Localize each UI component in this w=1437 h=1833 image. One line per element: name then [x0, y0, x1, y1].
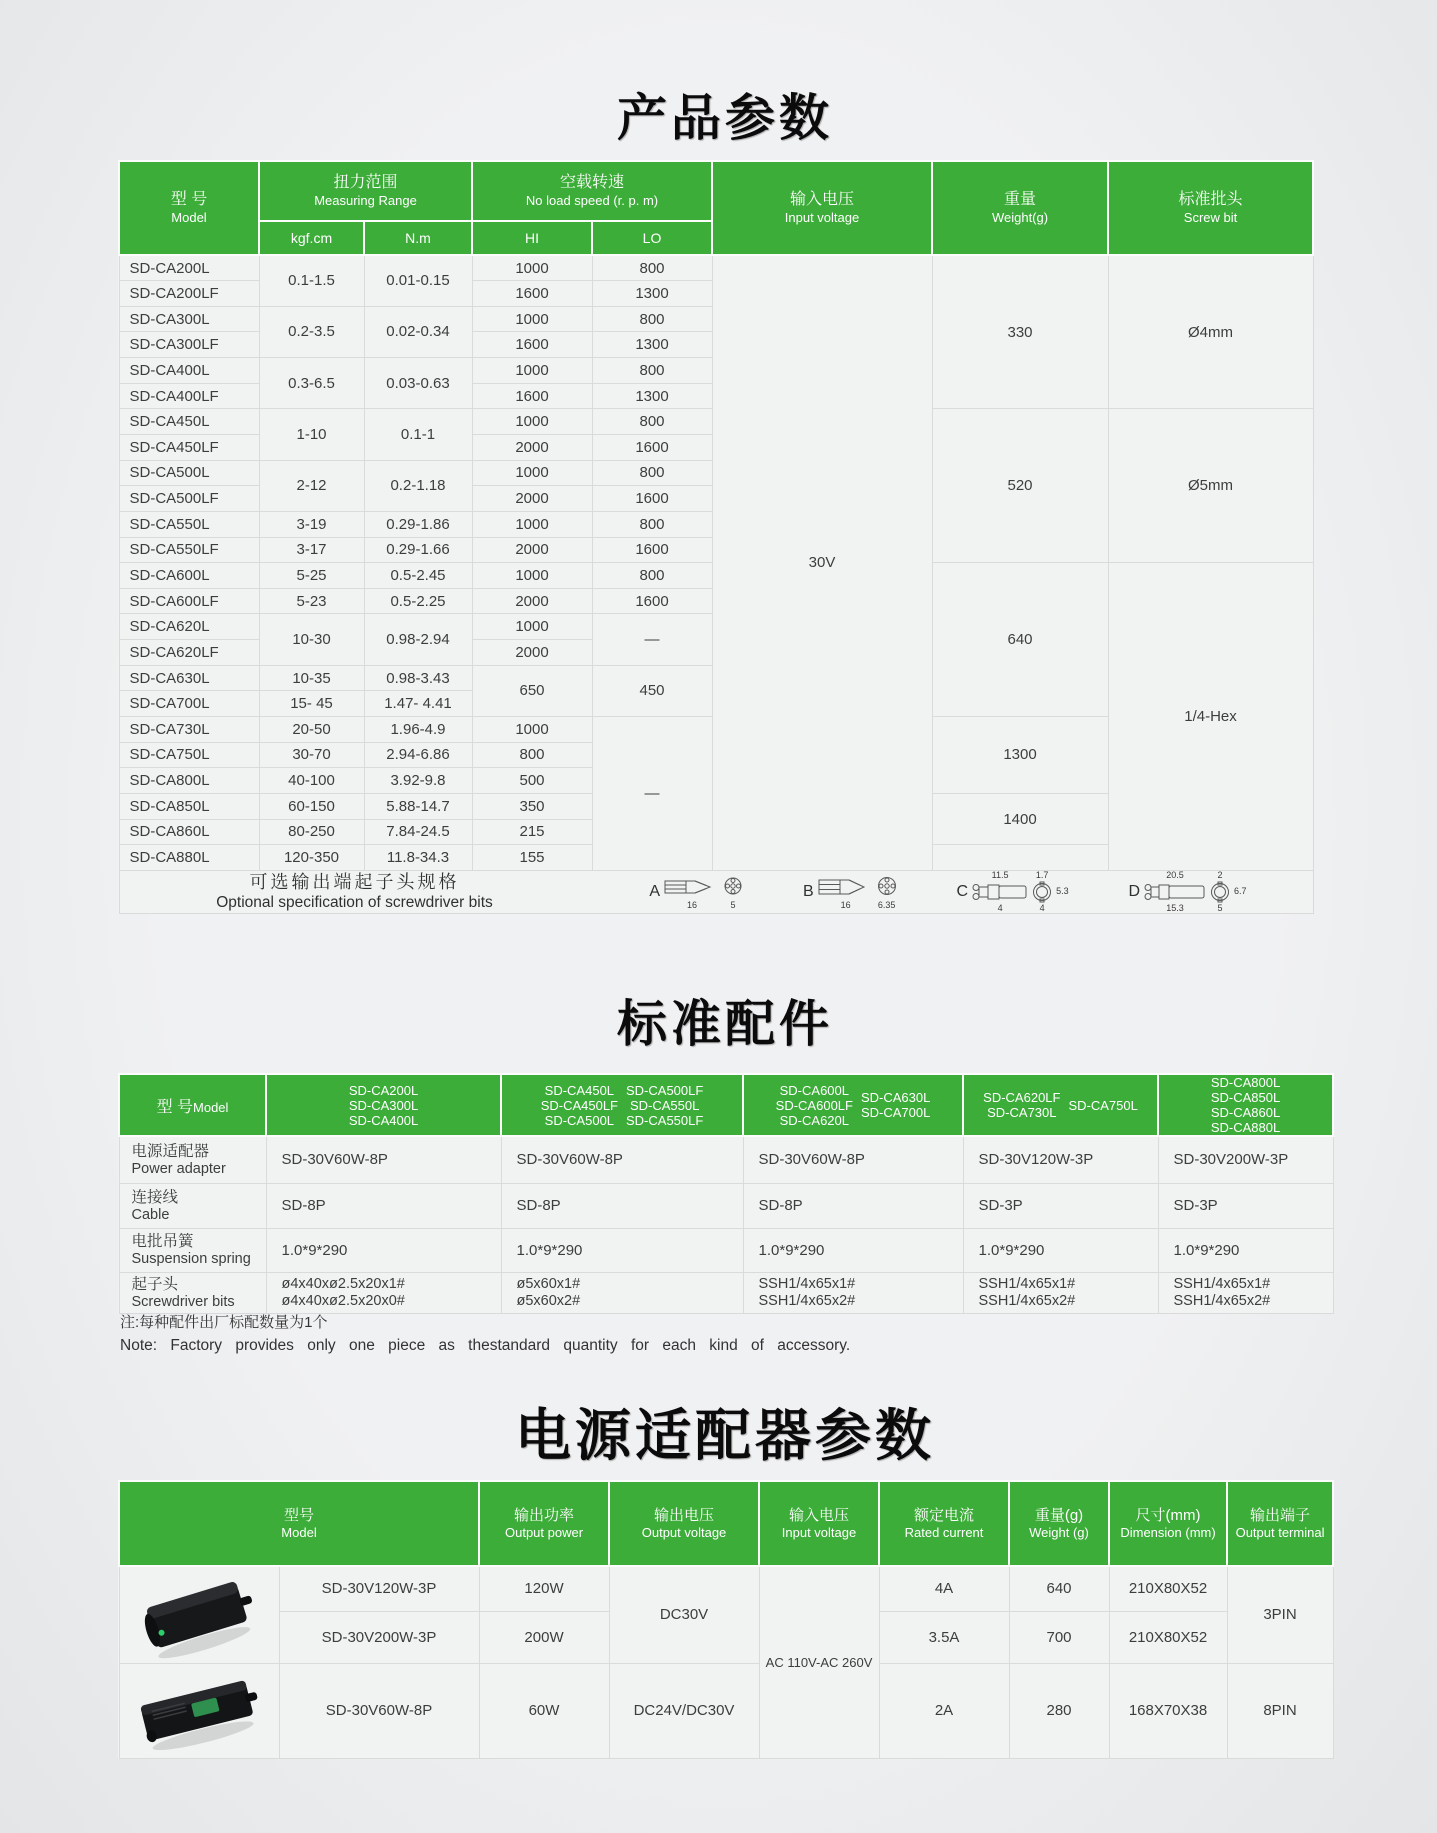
- adapter-photo-3pin: [119, 1566, 279, 1663]
- lo-cell: 1300: [592, 281, 712, 307]
- value-cell: ø5x60x1# ø5x60x2#: [501, 1272, 743, 1313]
- kgf-cell: 15- 45: [259, 691, 364, 717]
- dim-label: 15.3: [1166, 902, 1184, 913]
- model-cell: SD-CA450LF: [119, 434, 259, 460]
- hi-cell: 1000: [472, 358, 592, 384]
- accessories-note-zh: 注:每种配件出厂标配数量为1个: [120, 1314, 328, 1331]
- model-cell: SD-CA620LF: [119, 640, 259, 666]
- section-title-products: 产品参数: [617, 90, 833, 146]
- col-header-model: 型号 Model: [119, 1481, 479, 1566]
- table-row: [119, 1228, 1333, 1272]
- model-cell: SD-CA600L: [119, 563, 259, 589]
- nm-cell: 0.1-1: [364, 409, 472, 460]
- row-label-power-adapter: 电源适配器 Power adapter: [119, 1136, 266, 1183]
- hi-cell: 2000: [472, 434, 592, 460]
- kgf-cell: 0.1-1.5: [259, 255, 364, 306]
- diagram-label: B: [802, 882, 814, 900]
- nm-cell: 0.98-3.43: [364, 665, 472, 691]
- weight-cell: 1300: [932, 717, 1108, 794]
- model-cell: SD-CA850L: [119, 793, 259, 819]
- phillips-bit-front-icon: [723, 874, 743, 900]
- hi-cell: 1000: [472, 614, 592, 640]
- value-cell: SD-8P: [266, 1183, 501, 1228]
- model-cell: SD-30V60W-8P: [279, 1663, 479, 1758]
- hi-cell: 2000: [472, 640, 592, 666]
- optional-bits-note-en: Optional specification of screwdriver bits: [216, 894, 493, 912]
- hi-cell: 2000: [472, 486, 592, 512]
- lo-cell: 1600: [592, 434, 712, 460]
- col-header-kgfcm: kgf.cm: [259, 221, 364, 255]
- lo-cell: 800: [592, 563, 712, 589]
- nm-cell: 3.92-9.8: [364, 768, 472, 794]
- dim-label: 16: [840, 899, 851, 910]
- kgf-cell: 3-19: [259, 511, 364, 537]
- optional-bits-note: [120, 871, 590, 912]
- model-cell: SD-CA400L: [119, 358, 259, 384]
- kgf-cell: 80-250: [259, 819, 364, 845]
- weight-cell: 520: [932, 409, 1108, 563]
- value-cell: SD-3P: [963, 1183, 1158, 1228]
- dim-label: 4: [997, 902, 1003, 913]
- col-header-hi: HI: [472, 221, 592, 255]
- col-header-output-terminal: 输出端子 Output terminal: [1227, 1481, 1333, 1566]
- hi-cell: 1600: [472, 281, 592, 307]
- nm-cell: 0.98-2.94: [364, 614, 472, 665]
- hi-cell: 800: [472, 742, 592, 768]
- col-header-torque: 扭力范围 Measuring Range: [259, 161, 472, 221]
- table-row: [119, 1272, 1333, 1313]
- hi-cell: 1000: [472, 409, 592, 435]
- weight-cell: 280: [1009, 1663, 1109, 1758]
- col-header-output-voltage: 输出电压 Output voltage: [609, 1481, 759, 1566]
- col-header-weight: 重量(g) Weight (g): [1009, 1481, 1109, 1566]
- nm-cell: 0.01-0.15: [364, 255, 472, 306]
- value-cell: SSH1/4x65x1# SSH1/4x65x2#: [743, 1272, 963, 1313]
- nm-cell: 0.2-1.18: [364, 460, 472, 511]
- section-title-accessories: 标准配件: [617, 996, 833, 1052]
- bit-diagram-c: [957, 871, 1069, 913]
- col-header-model: 型 号 Model: [119, 161, 259, 255]
- table-row: [119, 1183, 1333, 1228]
- model-group-4: SD-CA620LF SD-CA730L SD-CA750L: [963, 1074, 1158, 1136]
- dim-label: 1.7: [1035, 870, 1049, 880]
- lo-cell: 1300: [592, 383, 712, 409]
- phillips-bit-front-icon: [877, 874, 897, 900]
- dim-label: 5: [730, 899, 736, 910]
- value-cell: SD-30V60W-8P: [266, 1136, 501, 1183]
- header-row: [119, 1481, 1333, 1566]
- model-group-2: SD-CA450L SD-CA450LF SD-CA500L SD-CA500LF SD-CA550L SD-CA550LF: [501, 1074, 743, 1136]
- screw-bit-cell: 1/4-Hex: [1108, 563, 1313, 871]
- lo-cell: 800: [592, 255, 712, 281]
- header-row-main: [119, 161, 1313, 221]
- bit-diagram-a: [649, 874, 743, 910]
- col-header-dimension: 尺寸(mm) Dimension (mm): [1109, 1481, 1227, 1566]
- bit-shank-side-icon: [1144, 881, 1206, 903]
- kgf-cell: 2-12: [259, 460, 364, 511]
- model-cell: SD-CA730L: [119, 717, 259, 743]
- model-cell: SD-CA400LF: [119, 383, 259, 409]
- lo-cell: 1600: [592, 486, 712, 512]
- bit-diagram-b: [803, 874, 897, 910]
- value-cell: SD-30V60W-8P: [501, 1136, 743, 1183]
- dim-label: 6.35: [877, 899, 896, 910]
- value-cell: ø4x40xø2.5x20x1# ø4x40xø2.5x20x0#: [266, 1272, 501, 1313]
- dim-label: 5: [1217, 902, 1223, 913]
- weight-cell: 1400: [932, 793, 1108, 844]
- col-header-input-voltage: 输入电压 Input voltage: [712, 161, 932, 255]
- output-power-cell: 120W: [479, 1566, 609, 1611]
- hi-cell: 350: [472, 793, 592, 819]
- hi-cell: 1600: [472, 332, 592, 358]
- dim-label: 4: [1039, 902, 1045, 913]
- hi-cell: 1600: [472, 383, 592, 409]
- value-cell: 1.0*9*290: [501, 1228, 743, 1272]
- kgf-cell: 30-70: [259, 742, 364, 768]
- kgf-cell: 120-350: [259, 845, 364, 871]
- bit-shank-side-icon: [972, 881, 1028, 903]
- accessories-note-en: Note: Factory provides only one piece as thestandard quantity for each kind of accessory.: [120, 1337, 851, 1354]
- value-cell: 1.0*9*290: [743, 1228, 963, 1272]
- input-voltage-cell: 30V: [712, 255, 932, 870]
- rated-current-cell: 4A: [879, 1566, 1009, 1611]
- value-cell: SD-3P: [1158, 1183, 1333, 1228]
- output-power-cell: 60W: [479, 1663, 609, 1758]
- lo-cell: 1600: [592, 537, 712, 563]
- nm-cell: 0.02-0.34: [364, 306, 472, 357]
- nm-cell: 7.84-24.5: [364, 819, 472, 845]
- dim-label: 5.3: [1056, 886, 1069, 897]
- model-cell: SD-CA620L: [119, 614, 259, 640]
- nm-cell: 0.29-1.66: [364, 537, 472, 563]
- hi-cell: 215: [472, 819, 592, 845]
- nm-cell: 1.47- 4.41: [364, 691, 472, 717]
- hi-cell: 500: [472, 768, 592, 794]
- model-group-3: SD-CA600L SD-CA600LF SD-CA620L SD-CA630L SD-CA700L: [743, 1074, 963, 1136]
- screw-bit-cell: Ø4mm: [1108, 255, 1313, 409]
- model-cell: SD-CA550LF: [119, 537, 259, 563]
- lo-dash-cell: —: [592, 717, 712, 871]
- bit-diagrams: [590, 871, 1313, 913]
- model-cell: SD-CA200L: [119, 255, 259, 281]
- value-cell: SSH1/4x65x1# SSH1/4x65x2#: [1158, 1272, 1333, 1313]
- kgf-cell: 0.3-6.5: [259, 358, 364, 409]
- model-cell: SD-CA300L: [119, 306, 259, 332]
- model-cell: SD-CA450L: [119, 409, 259, 435]
- value-cell: SD-30V200W-3P: [1158, 1136, 1333, 1183]
- kgf-cell: 3-17: [259, 537, 364, 563]
- model-cell: SD-CA500L: [119, 460, 259, 486]
- bit-shank-front-icon: [1209, 881, 1231, 903]
- weight-cell: 700: [1009, 1611, 1109, 1663]
- table-row: [119, 255, 1313, 281]
- model-cell: SD-CA500LF: [119, 486, 259, 512]
- rated-current-cell: 2A: [879, 1663, 1009, 1758]
- col-header-rated-current: 额定电流 Rated current: [879, 1481, 1009, 1566]
- weight-cell: 330: [932, 255, 1108, 409]
- hi-cell: 155: [472, 845, 592, 871]
- model-cell: SD-30V200W-3P: [279, 1611, 479, 1663]
- dim-label: 11.5: [991, 870, 1009, 880]
- power-adapter-table: [118, 1480, 1334, 1759]
- nm-cell: 0.29-1.86: [364, 511, 472, 537]
- dimension-cell: 168X70X38: [1109, 1663, 1227, 1758]
- nm-cell: 0.5-2.25: [364, 588, 472, 614]
- dim-label: 20.5: [1166, 870, 1184, 880]
- model-cell: SD-CA600LF: [119, 588, 259, 614]
- value-cell: SD-8P: [501, 1183, 743, 1228]
- weight-cell: 640: [932, 563, 1108, 717]
- value-cell: SSH1/4x65x1# SSH1/4x65x2#: [963, 1272, 1158, 1313]
- weight-cell: 640: [1009, 1566, 1109, 1611]
- col-header-lo: LO: [592, 221, 712, 255]
- output-power-cell: 200W: [479, 1611, 609, 1663]
- row-label-screwdriver-bits: 起子头 Screwdriver bits: [119, 1272, 266, 1313]
- hi-cell: 1000: [472, 306, 592, 332]
- dim-label: 2: [1217, 870, 1223, 880]
- kgf-cell: 1-10: [259, 409, 364, 460]
- col-header-input-voltage: 输入电压 Input voltage: [759, 1481, 879, 1566]
- model-cell: SD-30V120W-3P: [279, 1566, 479, 1611]
- col-header-screw-bit: 标准批头 Screw bit: [1108, 161, 1313, 255]
- model-cell: SD-CA630L: [119, 665, 259, 691]
- table-row: [119, 1566, 1333, 1611]
- lo-cell: 800: [592, 511, 712, 537]
- header-row: [119, 1074, 1333, 1136]
- table-row: [119, 1136, 1333, 1183]
- model-cell: SD-CA300LF: [119, 332, 259, 358]
- kgf-cell: 20-50: [259, 717, 364, 743]
- bit-shank-front-icon: [1031, 881, 1053, 903]
- hi-cell: 1000: [472, 460, 592, 486]
- output-voltage-cell: DC24V/DC30V: [609, 1663, 759, 1758]
- col-header-weight: 重量 Weight(g): [932, 161, 1108, 255]
- hi-cell: 1000: [472, 511, 592, 537]
- standard-accessories-table: [118, 1073, 1334, 1314]
- kgf-cell: 60-150: [259, 793, 364, 819]
- kgf-cell: 10-30: [259, 614, 364, 665]
- value-cell: SD-8P: [743, 1183, 963, 1228]
- dim-label: 6.7: [1234, 886, 1247, 897]
- diagram-label: A: [649, 882, 661, 900]
- model-cell: SD-CA860L: [119, 819, 259, 845]
- hi-cell: 1000: [472, 717, 592, 743]
- table-row: [119, 1663, 1333, 1758]
- lo-cell: 800: [592, 409, 712, 435]
- kgf-cell: 40-100: [259, 768, 364, 794]
- lo-cell: 1300: [592, 332, 712, 358]
- product-parameters-table: [118, 160, 1314, 914]
- hi-cell: 1000: [472, 563, 592, 589]
- col-header-model: 型 号Model: [119, 1074, 266, 1136]
- dim-label: 16: [687, 899, 698, 910]
- nm-cell: 1.96-4.9: [364, 717, 472, 743]
- value-cell: SD-30V120W-3P: [963, 1136, 1158, 1183]
- phillips-bit-side-icon: [818, 874, 874, 900]
- output-voltage-cell: DC30V: [609, 1566, 759, 1663]
- model-cell: SD-CA550L: [119, 511, 259, 537]
- hi-cell: 2000: [472, 537, 592, 563]
- model-group-5: SD-CA800L SD-CA850L SD-CA860L SD-CA880L: [1158, 1074, 1333, 1136]
- model-cell: SD-CA700L: [119, 691, 259, 717]
- accessories-note: [120, 1312, 850, 1358]
- nm-cell: 0.03-0.63: [364, 358, 472, 409]
- value-cell: 1.0*9*290: [1158, 1228, 1333, 1272]
- optional-bits-note-zh: 可选输出端起子头规格: [249, 872, 460, 893]
- model-group-1: SD-CA200L SD-CA300L SD-CA400L: [266, 1074, 501, 1136]
- nm-cell: 5.88-14.7: [364, 793, 472, 819]
- value-cell: SD-30V60W-8P: [743, 1136, 963, 1183]
- bit-diagram-d: [1128, 871, 1246, 913]
- lo-cell: 450: [592, 665, 712, 716]
- lo-cell: 800: [592, 306, 712, 332]
- model-cell: SD-CA750L: [119, 742, 259, 768]
- optional-bits-row: [119, 870, 1313, 913]
- lo-cell: 800: [592, 460, 712, 486]
- dimension-cell: 210X80X52: [1109, 1566, 1227, 1611]
- section-title-adapter: 电源适配器参数: [515, 1404, 935, 1467]
- model-cell: SD-CA200LF: [119, 281, 259, 307]
- nm-cell: 11.8-34.3: [364, 845, 472, 871]
- nm-cell: 2.94-6.86: [364, 742, 472, 768]
- kgf-cell: 0.2-3.5: [259, 306, 364, 357]
- value-cell: 1.0*9*290: [963, 1228, 1158, 1272]
- diagram-label: D: [1128, 882, 1141, 900]
- nm-cell: 0.5-2.45: [364, 563, 472, 589]
- input-voltage-cell: AC 110V-AC 260V: [759, 1566, 879, 1758]
- output-terminal-cell: 3PIN: [1227, 1566, 1333, 1663]
- dimension-cell: 210X80X52: [1109, 1611, 1227, 1663]
- hi-cell: 650: [472, 665, 592, 716]
- screw-bit-cell: Ø5mm: [1108, 409, 1313, 563]
- row-label-cable: 连接线 Cable: [119, 1183, 266, 1228]
- kgf-cell: 5-23: [259, 588, 364, 614]
- col-header-speed: 空载转速 No load speed (r. p. m): [472, 161, 712, 221]
- output-terminal-cell: 8PIN: [1227, 1663, 1333, 1758]
- hi-cell: 1000: [472, 255, 592, 281]
- model-cell: SD-CA880L: [119, 845, 259, 871]
- model-cell: SD-CA800L: [119, 768, 259, 794]
- diagram-label: C: [956, 882, 969, 900]
- lo-cell: 1600: [592, 588, 712, 614]
- adapter-photo-8pin: [119, 1663, 279, 1758]
- lo-cell: 800: [592, 358, 712, 384]
- lo-dash-cell: —: [592, 614, 712, 665]
- row-label-suspension-spring: 电批吊簧 Suspension spring: [119, 1228, 266, 1272]
- kgf-cell: 10-35: [259, 665, 364, 691]
- optional-bits-cell: [119, 870, 1313, 913]
- kgf-cell: 5-25: [259, 563, 364, 589]
- col-header-output-power: 输出功率 Output power: [479, 1481, 609, 1566]
- phillips-bit-side-icon: [664, 874, 720, 900]
- value-cell: 1.0*9*290: [266, 1228, 501, 1272]
- rated-current-cell: 3.5A: [879, 1611, 1009, 1663]
- col-header-nm: N.m: [364, 221, 472, 255]
- hi-cell: 2000: [472, 588, 592, 614]
